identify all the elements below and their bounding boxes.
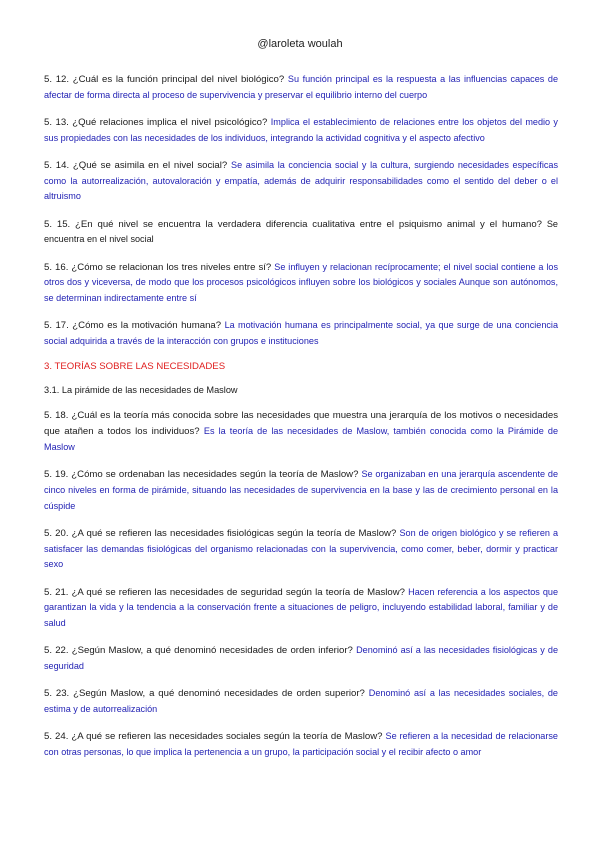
qa-item bbox=[44, 217, 558, 248]
question: 5. 20. ¿A qué se refieren las necesidades fisiológicas según la teoría de Maslow? bbox=[44, 527, 397, 539]
question: 5. 16. ¿Cómo se relacionan los tres niveles entre sí? bbox=[44, 261, 272, 273]
section-title: 3. TEORÍAS SOBRE LAS NECESIDADES bbox=[44, 361, 226, 373]
qa-item bbox=[44, 686, 558, 717]
answer: Denominó así a las necesidades fisiológicas y de seguridad bbox=[44, 645, 559, 671]
qa-item bbox=[44, 467, 558, 514]
answer: Son de origen biológico y se refieren a satisfacer las demandas fisiológicas del organismo relacionadas con la supervivencia, como comer, beber, dormir y practicar sexo bbox=[44, 527, 558, 570]
question: 5. 19. ¿Cómo se ordenaban las necesidades según la teoría de Maslow? bbox=[44, 469, 359, 481]
answer: Se organizaban en una jerarquía ascendente de cinco niveles en forma de pirámide, situando las necesidades de supervivencia en la base y las de crecimiento personal en la cúspide bbox=[44, 469, 559, 511]
question: 5. 13. ¿Qué relaciones implica el nivel psicológico? bbox=[44, 117, 268, 128]
qa-item bbox=[44, 409, 558, 455]
answer: Se asimila la conciencia social y la cultura, surgiendo necesidades específicas como la autorrealización, autovaloración y empatía, además de adquirir responsabilidades como el sentido del deber o el altruismo bbox=[44, 160, 558, 202]
question: 5. 14. ¿Qué se asimila en el nivel social? bbox=[44, 160, 228, 171]
question: 5. 12. ¿Cuál es la función principal del nivel biológico? bbox=[44, 74, 285, 85]
answer: Hacen referencia a los aspectos que garantizan la vida y la tendencia a la conservación frente a situaciones de peligro, incluyendo estabilidad laboral, familiar y de salud bbox=[44, 586, 558, 628]
answer: Implica el establecimiento de relaciones entre los objetos del medio y sus propiedades con las necesidades de los individuos, integrando la actividad cognitiva y el aspecto afectivo bbox=[44, 117, 558, 143]
answer: La motivación humana es principalmente social, ya que surge de una conciencia social adquirida a través de la interacción con grupos e instituciones bbox=[44, 320, 558, 347]
answer: Es la teoría de las necesidades de Maslow, también conocida como la Pirámide de Maslow bbox=[44, 426, 559, 452]
answer: Se encuentra en el nivel social bbox=[44, 218, 558, 245]
question: 5. 15. ¿En qué nivel se encuentra la verdadera diferencia cualitativa entre el psiquismo animal y el humano? bbox=[44, 218, 542, 230]
answer: Se refieren a la necesidad de relacionarse con otras personas, lo que implica la pertenencia a un grupo, la participación social y el recibir afecto o amor bbox=[44, 731, 558, 757]
answer: Se influyen y relacionan recíprocamente; el nivel social contiene a los otros dos y viceversa, de modo que los procesos psicológicos influyen sobre los biológicos y sociales Aunque son autónomos, se determinan indirectamente entre sí bbox=[44, 261, 558, 304]
question: 5. 17. ¿Cómo es la motivación humana? bbox=[44, 320, 222, 332]
qa-item bbox=[44, 115, 558, 146]
qa-item bbox=[44, 643, 558, 674]
subsection-title: 3.1. La pirámide de las necesidades de Maslow bbox=[44, 385, 238, 396]
qa-item bbox=[44, 585, 558, 632]
qa-item bbox=[44, 72, 558, 103]
qa-item bbox=[44, 526, 558, 573]
question: 5. 18. ¿Cuál es la teoría más conocida sobre las necesidades que muestra una jerarquía de los motivos o necesidades que atañen a todos los individuos? bbox=[44, 410, 558, 438]
qa-item bbox=[44, 318, 558, 349]
question: 5. 22. ¿Según Maslow, a qué denominó necesidades de orden inferior? bbox=[44, 645, 353, 657]
answer: Denominó así a las necesidades sociales, de estima y de autorrealización bbox=[44, 688, 558, 714]
document-body bbox=[44, 72, 558, 772]
qa-item bbox=[44, 729, 558, 760]
question: 5. 24. ¿A qué se refieren las necesidades sociales según la teoría de Maslow? bbox=[44, 731, 383, 743]
answer: Su función principal es la respuesta a las influencias capaces de afectar de forma directa al proceso de supervivencia y preservar el equilibrio interno del cuerpo bbox=[44, 74, 559, 100]
qa-item bbox=[44, 158, 558, 205]
question: 5. 23. ¿Según Maslow, a qué denominó necesidades de orden superior? bbox=[44, 688, 365, 700]
page-header: @laroleta woulah bbox=[257, 38, 343, 50]
question: 5. 21. ¿A qué se refieren las necesidades de seguridad según la teoría de Maslow? bbox=[44, 586, 405, 598]
qa-item bbox=[44, 260, 558, 307]
